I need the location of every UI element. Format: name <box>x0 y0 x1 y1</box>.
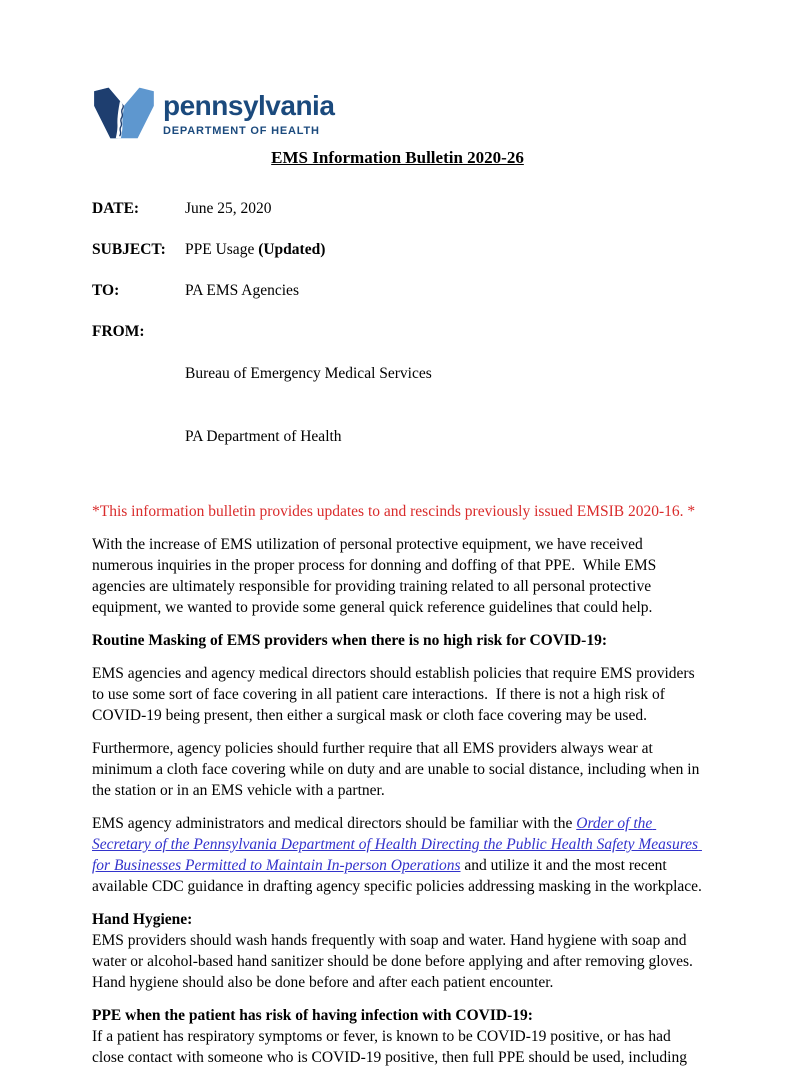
hand-hygiene-heading: Hand Hygiene: <box>92 911 193 928</box>
ppe-risk-heading: PPE when the patient has risk of having infection with COVID-19: <box>92 1007 533 1024</box>
memo-row-subject <box>92 239 703 260</box>
subject-value <box>185 239 325 260</box>
order-paragraph-prefix: EMS agency administrators and medical directors should be familiar with the <box>92 815 577 832</box>
subject-value-normal: PPE Usage <box>185 241 259 258</box>
routine-masking-paragraph-2: Furthermore, agency policies should further require that all EMS providers always wear at minimum a cloth face covering while on duty and are unable to social distance, including when in the station or in an EMS vehicle with a partner. <box>92 740 704 799</box>
subject-label: SUBJECT: <box>92 241 166 258</box>
date-label: DATE: <box>92 200 140 217</box>
rescind-notice: *This information bulletin provides updates to and rescinds previously issued EMSIB 2020-16. * <box>92 503 696 520</box>
from-label: FROM: <box>92 323 145 340</box>
subject-value-updated: (Updated) <box>258 241 326 258</box>
logo-brand-text: pennsylvania <box>163 90 335 121</box>
routine-masking-heading: Routine Masking of EMS providers when there is no high risk for COVID-19: <box>92 632 607 649</box>
date-value: June 25, 2020 <box>185 200 272 217</box>
intro-paragraph: With the increase of EMS utilization of personal protective equipment, we have received numerous inquiries in the proper process for donning and doffing of that PPE. While EMS agencies are ultimately responsible for providing training related to all personal protective equipment, we wanted to provide some general quick reference guidelines that could help. <box>92 536 661 616</box>
from-line2: PA Department of Health <box>185 428 342 445</box>
from-line1: Bureau of Emergency Medical Services <box>185 365 432 382</box>
memo-row-to <box>92 280 703 301</box>
order-paragraph <box>92 813 703 897</box>
to-value: PA EMS Agencies <box>185 282 299 299</box>
secretary-order-link[interactable]: Order of the Secretary of the Pennsylvania Department of Health Directing the Public Health Safety Measures for Businesses Permitted to Maintain In-person Operations <box>92 815 702 874</box>
routine-masking-paragraph-1: EMS agencies and agency medical directors should establish policies that require EMS providers to use some sort of face covering in all patient care interactions. If there is not a high risk of COVID-19 being present, then either a surgical mask or cloth face covering may be used. <box>92 665 699 724</box>
ppe-risk-paragraph: If a patient has respiratory symptoms or fever, is known to be COVID-19 positive, or has had close contact with someone who is COVID-19 positive, then full PPE should be used, including <box>92 1028 687 1066</box>
logo-subtitle-text: DEPARTMENT OF HEALTH <box>163 125 320 137</box>
from-value <box>185 321 432 489</box>
memo-row-from <box>92 321 703 489</box>
to-label: TO: <box>92 282 120 299</box>
bulletin-title: EMS Information Bulletin 2020-26 <box>271 148 524 167</box>
hand-hygiene-paragraph: EMS providers should wash hands frequently with soap and water. Hand hygiene with soap and water or alcohol-based hand sanitizer should be done before applying and after removing gloves. Hand hygiene should also be done before and after each patient encounter. <box>92 932 697 991</box>
memo-header <box>92 198 703 489</box>
pa-doh-logo <box>92 84 703 142</box>
memo-row-date <box>92 198 703 219</box>
order-paragraph-suffix: and utilize it and the most recent available CDC guidance in drafting agency specific policies addressing masking in the workplace. <box>92 857 702 895</box>
keystone-caduceus-icon <box>92 84 156 142</box>
